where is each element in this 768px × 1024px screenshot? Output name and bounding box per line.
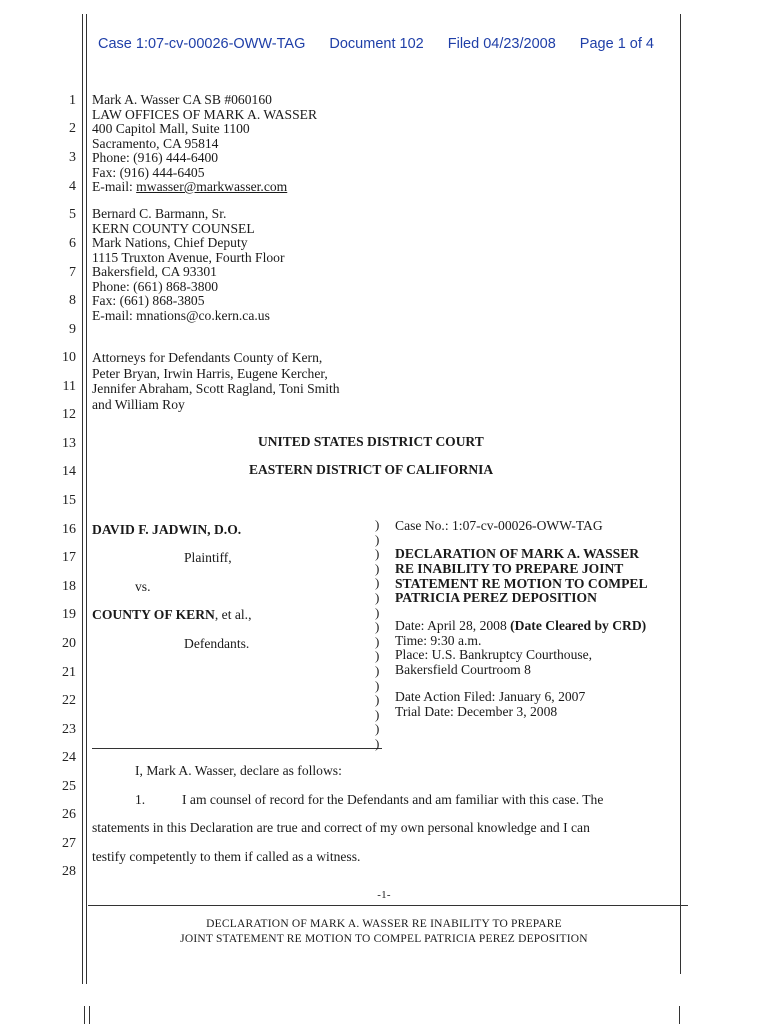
line-number: 14 <box>62 464 76 479</box>
line-number: 20 <box>62 636 76 651</box>
court-district: EASTERN DISTRICT OF CALIFORNIA <box>249 462 494 477</box>
hearing-place: Place: U.S. Bankruptcy Courthouse, <box>395 647 593 662</box>
caption-parentheses: ) ) ) ) ) ) ) ) ) ) ) ) ) ) ) ) <box>375 517 380 751</box>
counsel-line: Bakersfield, CA 93301 <box>92 264 217 279</box>
line-number: 24 <box>62 750 76 765</box>
counsel-line: Mark A. Wasser CA SB #060160 <box>92 92 272 107</box>
document-title-line: STATEMENT RE MOTION TO COMPEL <box>395 575 648 591</box>
line-number: 17 <box>62 550 76 565</box>
counsel-line: 400 Capitol Mall, Suite 1100 <box>92 121 250 136</box>
line-number: 2 <box>69 121 76 136</box>
case-number: Case No.: 1:07-cv-00026-OWW-TAG <box>395 518 603 533</box>
line-number: 15 <box>62 493 76 508</box>
line-number: 13 <box>62 436 76 451</box>
line-number: 25 <box>62 779 76 794</box>
line-number: 27 <box>62 836 76 851</box>
header-document-number: Document 102 <box>329 36 424 52</box>
counsel-line: Phone: (916) 444-6400 <box>92 150 219 165</box>
trial-date: Trial Date: December 3, 2008 <box>395 703 558 719</box>
paragraph-1-line-2: statements in this Declaration are true and correct of my own personal knowledge and I can <box>92 820 590 835</box>
paragraph-number: 1. <box>135 792 146 807</box>
case-dates <box>395 690 585 719</box>
defendant-name: COUNTY OF KERN <box>92 607 215 622</box>
counsel-line: KERN COUNTY COUNSEL <box>92 220 255 236</box>
hearing-info <box>395 619 646 677</box>
counsel-line: Bernard C. Barmann, Sr. <box>92 206 227 221</box>
paragraph-1-line-1: I am counsel of record for the Defendants and am familiar with this case. The <box>182 792 604 807</box>
hearing-time: Time: 9:30 a.m. <box>395 632 482 648</box>
declaration-intro: I, Mark A. Wasser, declare as follows: <box>135 763 342 778</box>
left-margin-rule-inner <box>86 14 87 984</box>
plaintiff-label: Plaintiff, <box>184 550 232 565</box>
bottom-right-mark <box>679 1006 680 1024</box>
line-number: 19 <box>62 607 76 622</box>
line-number: 9 <box>69 322 76 337</box>
paragraph-1-line-3: testify competently to them if called as a witness. <box>92 849 361 864</box>
document-title-line: PATRICIA PEREZ DEPOSITION <box>395 590 597 606</box>
attorneys-line: Peter Bryan, Irwin Harris, Eugene Kercher, <box>92 365 328 381</box>
counsel-line: E-mail: mnations@co.kern.ca.us <box>92 307 270 323</box>
counsel-block-primary <box>92 93 317 195</box>
bottom-left-mark <box>84 1006 85 1024</box>
defendant-label: Defendants. <box>184 636 250 651</box>
header-page-count: Page 1 of 4 <box>579 36 654 52</box>
counsel-line: Fax: (916) 444-6405 <box>92 164 205 180</box>
right-margin-rule <box>680 14 681 974</box>
date-cleared-note: (Date Cleared by CRD) <box>510 618 647 633</box>
attorneys-for-block <box>92 350 340 412</box>
header-case-number: Case 1:07-cv-00026-OWW-TAG <box>98 36 306 52</box>
court-name: UNITED STATES DISTRICT COURT <box>258 434 484 449</box>
counsel-line: 1115 Truxton Avenue, Fourth Floor <box>92 249 285 265</box>
filing-header-stamp <box>98 36 654 52</box>
line-number: 6 <box>69 236 76 251</box>
defendant-line <box>92 607 251 623</box>
counsel-email-line <box>92 180 317 195</box>
line-number: 5 <box>69 207 76 222</box>
counsel-block-county <box>92 207 284 323</box>
counsel-line: Sacramento, CA 95814 <box>92 135 219 151</box>
line-number: 26 <box>62 807 76 822</box>
footer-title-line-1: DECLARATION OF MARK A. WASSER RE INABILITY TO PREPARE <box>206 918 562 930</box>
defendant-suffix: , et al., <box>214 607 252 622</box>
email-link[interactable]: mwasser@markwasser.com <box>136 179 288 194</box>
attorneys-line: Jennifer Abraham, Scott Ragland, Toni Smith <box>92 381 340 396</box>
line-number: 21 <box>62 665 76 680</box>
line-number: 11 <box>62 379 76 394</box>
email-label: E-mail: <box>92 179 137 194</box>
footer-title-line-2: JOINT STATEMENT RE MOTION TO COMPEL PATRICIA PEREZ DEPOSITION <box>180 933 588 945</box>
hearing-place-2: Bakersfield Courtroom 8 <box>395 661 531 677</box>
counsel-line: Mark Nations, Chief Deputy <box>92 235 248 250</box>
counsel-line: Phone: (661) 868-3800 <box>92 278 219 294</box>
date-action-filed: Date Action Filed: January 6, 2007 <box>395 689 586 704</box>
left-margin-rule-outer <box>82 14 83 984</box>
versus-label: vs. <box>135 579 151 594</box>
plaintiff-name: DAVID F. JADWIN, D.O. <box>92 522 242 537</box>
counsel-line: Fax: (661) 868-3805 <box>92 293 205 308</box>
header-filed-date: Filed 04/23/2008 <box>447 36 556 52</box>
document-title-line: RE INABILITY TO PREPARE JOINT <box>395 560 624 576</box>
hearing-date: Date: April 28, 2008 (Date Cleared by CRD) <box>395 618 647 633</box>
footer-rule <box>88 905 688 906</box>
line-number: 4 <box>69 179 76 194</box>
line-number: 28 <box>62 864 76 879</box>
document-title-line: DECLARATION OF MARK A. WASSER <box>395 546 640 561</box>
line-number: 7 <box>69 265 76 280</box>
document-title <box>395 547 648 606</box>
line-number: 3 <box>69 150 76 165</box>
caption-rule <box>92 748 382 749</box>
counsel-line: LAW OFFICES OF MARK A. WASSER <box>92 106 318 122</box>
attorneys-line: Attorneys for Defendants County of Kern, <box>92 350 323 365</box>
attorneys-line: and William Roy <box>92 396 185 412</box>
bottom-left-mark-2 <box>89 1006 90 1024</box>
line-number: 22 <box>62 693 76 708</box>
line-number: 8 <box>69 293 76 308</box>
line-number: 10 <box>62 350 76 365</box>
footer-page-number: -1- <box>377 889 391 901</box>
line-number: 16 <box>62 522 76 537</box>
line-number: 12 <box>62 407 76 422</box>
line-number: 1 <box>69 93 76 108</box>
line-number: 23 <box>62 722 76 737</box>
line-number: 18 <box>62 579 76 594</box>
